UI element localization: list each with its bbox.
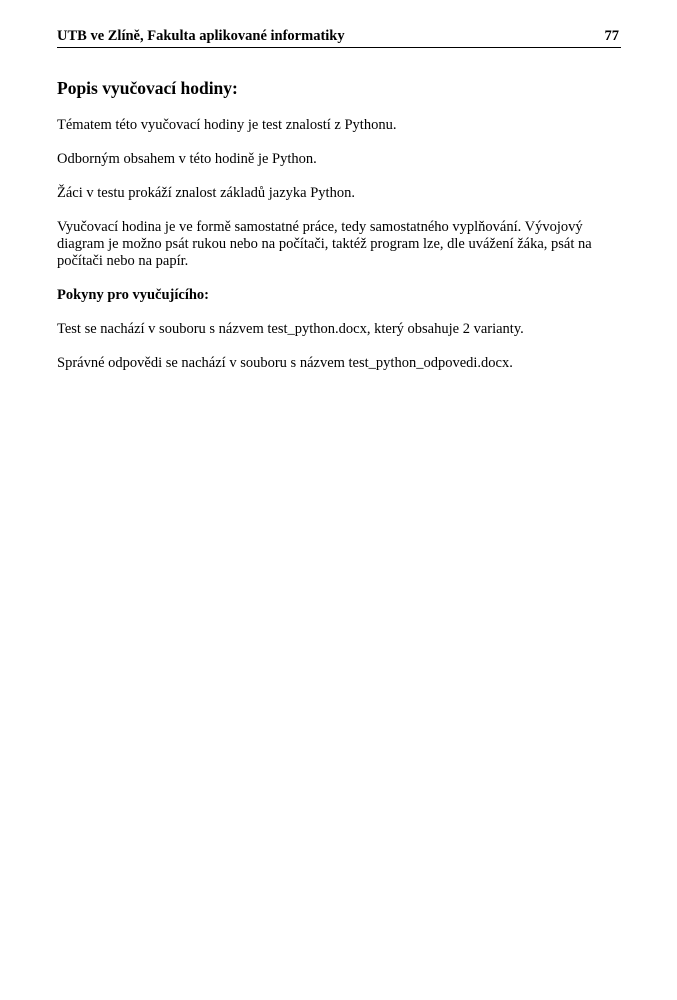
section-heading: Popis vyučovací hodiny:	[57, 78, 238, 98]
instructions-heading: Pokyny pro vyučujícího:	[57, 287, 210, 303]
paragraph-topic: Tématem této vyučovací hodiny je test znalostí z Pythonu.	[57, 117, 397, 133]
page-content	[57, 77, 621, 389]
paragraph-form: Vyučovací hodina je ve formě samostatné práce, tedy samostatného vyplňování. Vývojový diagram je možno psát rukou nebo na počítači, taktéž program lze, dle uvážení žáka, psát na počítači nebo na papír.	[57, 219, 592, 269]
paragraph-content: Odborným obsahem v této hodině je Python.	[57, 151, 317, 167]
paragraph-students: Žáci v testu prokáží znalost základů jazyka Python.	[57, 185, 355, 201]
header-title: UTB ve Zlíně, Fakulta aplikované informatiky	[57, 28, 345, 44]
paragraph-answers-file: Správné odpovědi se nachází v souboru s názvem test_python_odpovedi.docx.	[57, 355, 513, 371]
running-header	[57, 27, 621, 48]
paragraph-test-file: Test se nachází v souboru s názvem test_python.docx, který obsahuje 2 varianty.	[57, 321, 524, 337]
page-number: 77	[604, 28, 619, 44]
